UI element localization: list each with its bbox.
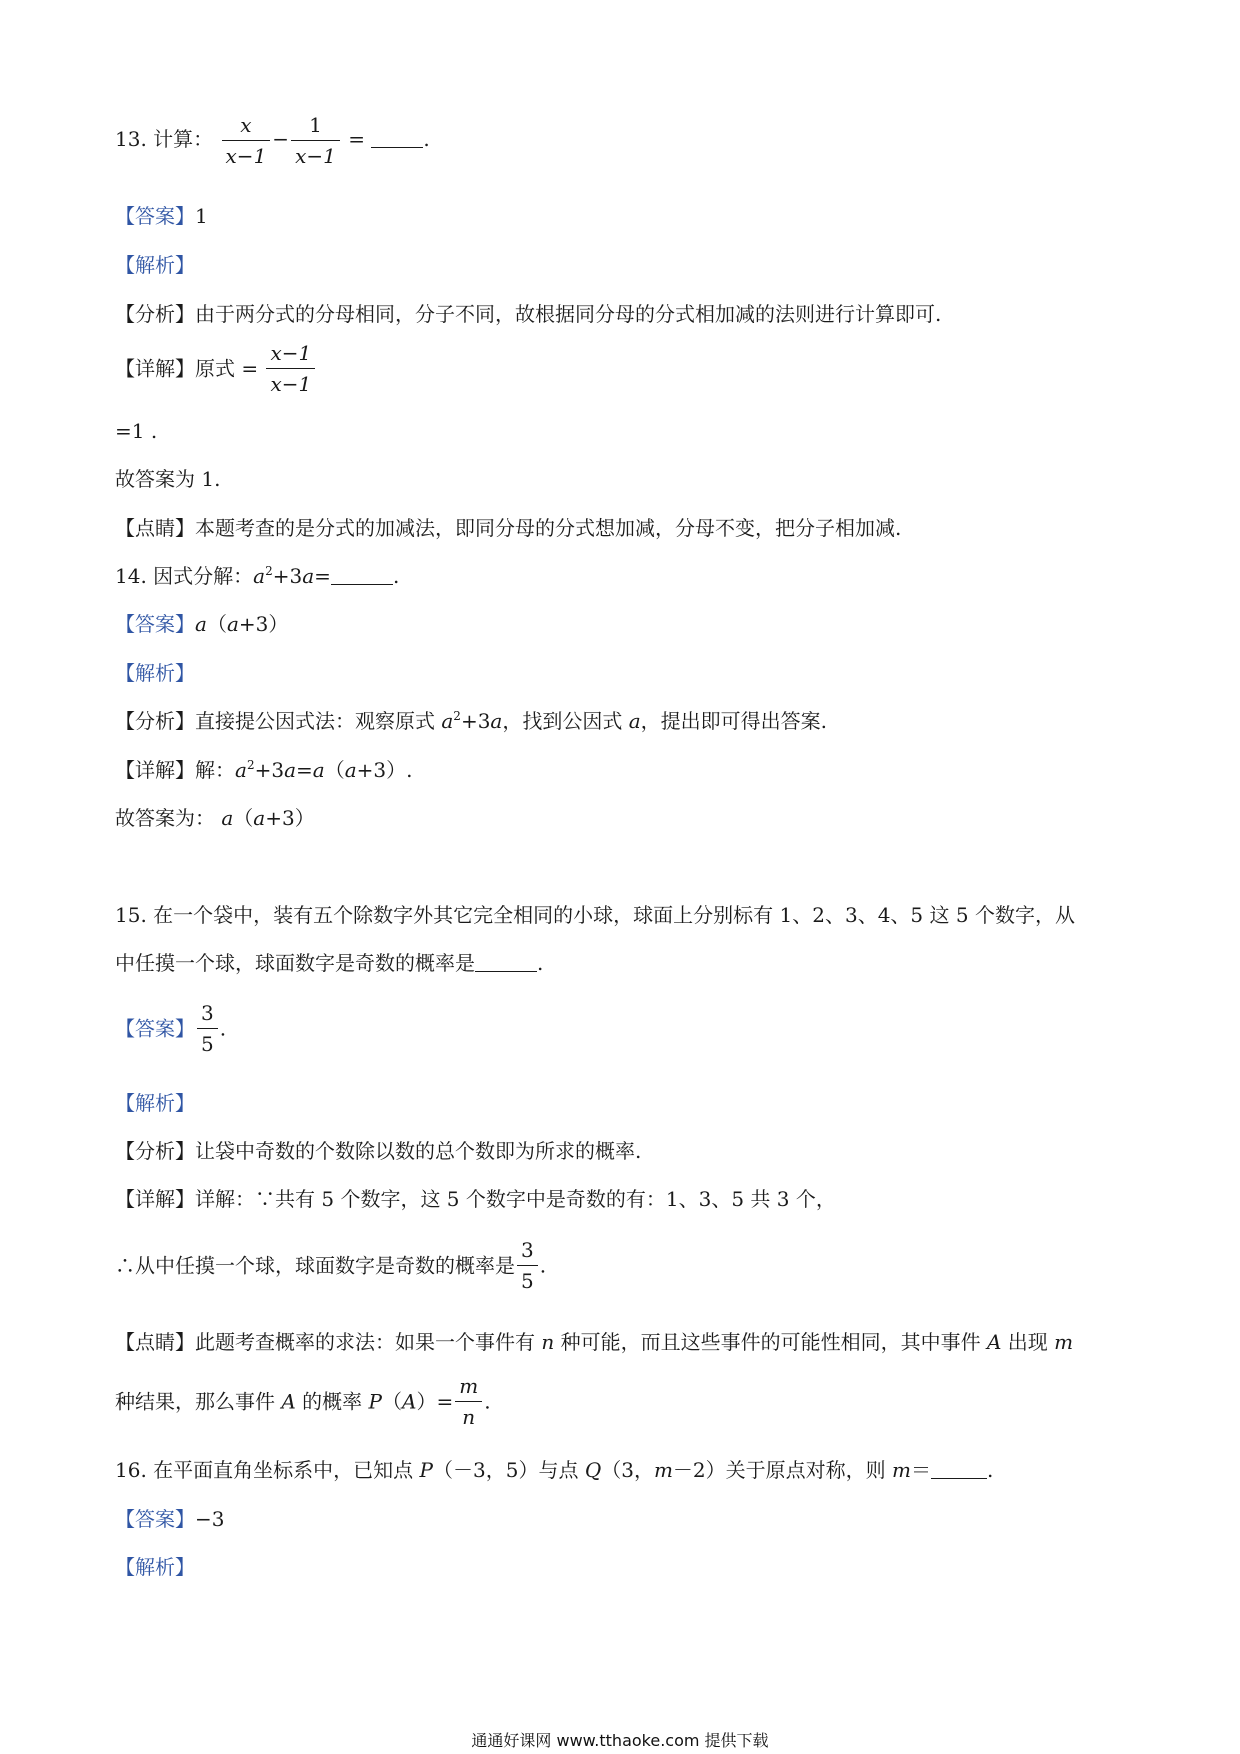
q14-fenxi: 【分析】直接提公因式法：观察原式 $a^2+3a$，找到公因式 a，提出即可得出答案. — [115, 709, 828, 733]
q13-xiangjie-fraction: $\frac{x-1}{x-1}$ — [266, 340, 315, 397]
answer-label: 【答案】 — [115, 1507, 195, 1531]
q14-conclusion: 故答案为： a（a+3） — [115, 806, 315, 830]
q13-dianjing: 【点睛】本题考查的是分式的加减法，即同分母的分式想加减，分母不变，把分子相加减. — [115, 516, 902, 540]
q16-answer — [115, 1505, 224, 1533]
q13-fraction-2: $\frac{1}{x-1}$ — [291, 112, 340, 169]
q13-xiangjie: 【详解】原式 = $\frac{x-1}{x-1}$ — [115, 340, 317, 397]
q15-dianjing-fraction: $\frac{m}{n}$ — [455, 1373, 482, 1430]
q14-answer-blank — [331, 564, 393, 585]
q13-fraction-1: $\frac{x}{x-1}$ — [222, 112, 271, 169]
q14-analysis-label: 【解析】 — [115, 661, 195, 685]
q13-analysis-label: 【解析】 — [115, 253, 195, 277]
q16-answer-blank — [931, 1458, 987, 1479]
q13-answer-value: 1 — [195, 204, 208, 228]
q15-therefore: ∴从中任摸一个球，球面数字是奇数的概率是 $\frac{3}{5}$ . — [115, 1238, 547, 1293]
answer-label: 【答案】 — [115, 612, 195, 636]
q13-minus: − — [272, 127, 290, 151]
q15-question-line1: 15. 在一个袋中，装有五个除数字外其它完全相同的小球，球面上分别标有 1、2、3、4、5 这 5 个数字，从 — [115, 903, 1075, 927]
q13-number: 13. — [115, 127, 147, 151]
q14-question: 14. 因式分解：$a^2+3a=$ . — [115, 564, 400, 588]
q15-question-line2: 中任摸一个球，球面数字是奇数的概率是 . — [115, 951, 544, 975]
q13-conclusion: 故答案为 1. — [115, 467, 221, 491]
answer-label: 【答案】 — [115, 1016, 195, 1041]
q16-answer-value: −3 — [195, 1507, 225, 1531]
q15-therefore-fraction: $\frac{3}{5}$ — [517, 1237, 538, 1294]
q13-question: 13. 计算： $\frac{x}{x-1}$ − $\frac{1}{x-1}$ = . — [115, 113, 430, 168]
q16-question: 16. 在平面直角坐标系中，已知点 P（－3，5）与点 Q（3，m－2）关于原点对称，则 m＝ . — [115, 1458, 994, 1482]
page-footer: 通通好课网 www.tthaoke.com 提供下载 — [471, 1731, 769, 1750]
q15-fenxi: 【分析】让袋中奇数的个数除以数的总个数即为所求的概率. — [115, 1139, 642, 1163]
q13-equals: = — [348, 127, 365, 151]
q15-dianjing-line1: 【点睛】此题考查概率的求法：如果一个事件有 n 种可能，而且这些事件的可能性相同，其中事件 A 出现 m — [115, 1330, 1074, 1354]
q15-analysis-label: 【解析】 — [115, 1091, 195, 1115]
q13-step2: =1 . — [115, 419, 158, 443]
q15-dianjing-line2: 种结果，那么事件 A 的概率 P（A）= $\frac{m}{n}$ . — [115, 1374, 491, 1429]
q16-analysis-label: 【解析】 — [115, 1555, 195, 1579]
q15-answer-blank — [475, 951, 537, 972]
q13-prompt: 计算： — [153, 127, 214, 151]
q14-answer: 【答案】a（a+3） — [115, 612, 289, 636]
q15-xiangjie: 【详解】详解：∵共有 5 个数字，这 5 个数字中是奇数的有：1、3、5 共 3 个， — [115, 1187, 836, 1211]
q13-answer-blank — [371, 127, 423, 148]
q15-answer: 【答案】 $\frac{3}{5}$ . — [115, 1001, 227, 1056]
answer-label: 【答案】 — [115, 204, 195, 228]
q13-answer — [115, 202, 208, 230]
q13-fenxi: 【分析】由于两分式的分母相同，分子不同，故根据同分母的分式相加减的法则进行计算即可. — [115, 302, 942, 326]
q15-answer-fraction: $\frac{3}{5}$ — [197, 1000, 218, 1057]
q14-xiangjie: 【详解】解：$a^2+3a=a(a+3)$. — [115, 758, 413, 782]
